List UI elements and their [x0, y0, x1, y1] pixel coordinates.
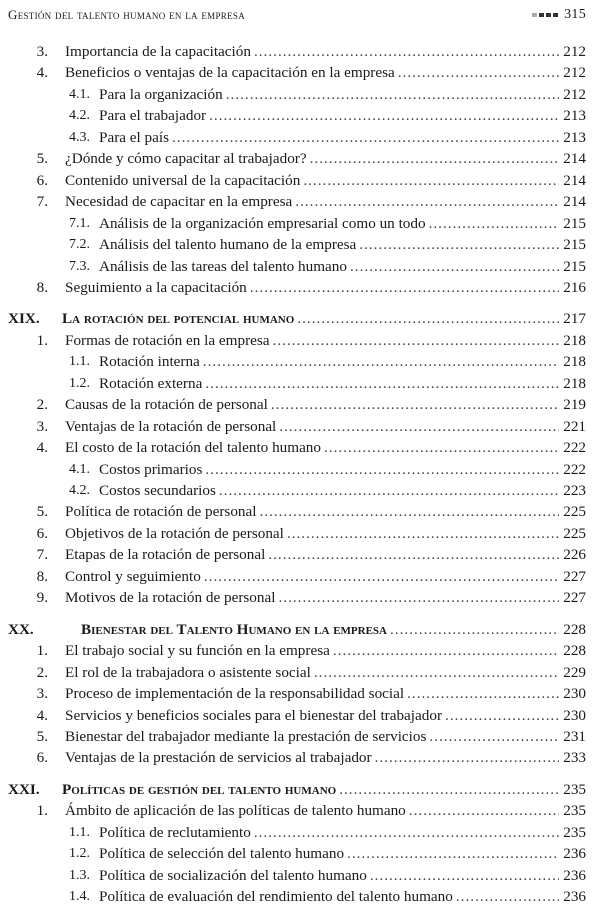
toc-entry[interactable]: [0, 459, 600, 480]
entry-title: Para el trabajador: [99, 107, 207, 125]
entry-page-number: 215: [563, 214, 586, 232]
entry-page-number: 215: [563, 236, 586, 254]
dot-leader: [429, 726, 559, 747]
entry-label-row: [65, 566, 586, 587]
entry-number: 4.1.: [69, 86, 90, 102]
entry-page-number: 214: [563, 150, 586, 168]
entry-title: Causas de la rotación de personal: [65, 396, 268, 414]
entry-label-row: [65, 640, 586, 661]
toc-entry[interactable]: [0, 501, 600, 522]
entry-page-number: 212: [563, 64, 586, 82]
entry-title: La rotación del potencial humano: [62, 310, 295, 328]
entry-title: Para la organización: [99, 85, 223, 103]
entry-number: XIX.: [8, 310, 40, 328]
entry-label-row: [99, 822, 586, 843]
entry-title: Para el país: [99, 128, 170, 146]
entry-page-number: 235: [563, 780, 586, 798]
entry-page-number: 219: [563, 396, 586, 414]
entry-page-number: 221: [563, 417, 586, 435]
entry-page-number: 225: [563, 524, 586, 542]
entry-number: 5.: [36, 727, 48, 745]
entry-number: 3.: [36, 417, 48, 435]
entry-title: Bienestar del trabajador mediante la prestación de servicios: [65, 727, 427, 745]
decorative-marks-icon: [532, 13, 558, 17]
entry-number: 1.: [36, 802, 48, 820]
dot-leader: [273, 330, 559, 351]
dot-leader: [324, 437, 559, 458]
entry-page-number: 215: [563, 257, 586, 275]
toc-entry[interactable]: [0, 523, 600, 544]
dot-leader: [279, 416, 559, 437]
entry-number: 4.: [36, 706, 48, 724]
entry-label-row: [99, 256, 586, 277]
entry-title: El rol de la trabajadora o asistente social: [65, 663, 311, 681]
entry-page-number: 231: [563, 727, 586, 745]
entry-page-number: 236: [563, 866, 586, 884]
entry-title: Política de rotación de personal: [65, 503, 257, 521]
entry-title: Política de evaluación del rendimiento del talento humano: [99, 888, 453, 906]
toc-entry[interactable]: [0, 84, 600, 105]
entry-label-row: [65, 662, 586, 683]
toc-entry[interactable]: [0, 886, 600, 907]
dot-leader: [204, 566, 559, 587]
dot-leader: [254, 41, 559, 62]
toc-entry[interactable]: [0, 587, 600, 608]
entry-number: 7.: [36, 193, 48, 211]
toc-entry[interactable]: [0, 148, 600, 169]
toc-chapter-entry[interactable]: [0, 308, 600, 329]
toc-entry[interactable]: [0, 865, 600, 886]
toc-entry[interactable]: [0, 480, 600, 501]
entry-label-row: [65, 330, 586, 351]
toc-entry[interactable]: [0, 170, 600, 191]
entry-page-number: 227: [563, 589, 586, 607]
toc-entry[interactable]: [0, 640, 600, 661]
entry-page-number: 235: [563, 823, 586, 841]
entry-label-row: [99, 105, 586, 126]
entry-title: Ventajas de la rotación de personal: [65, 417, 277, 435]
entry-title: Beneficios o ventajas de la capacitación en la empresa: [65, 64, 395, 82]
dot-leader: [271, 394, 559, 415]
dot-leader: [445, 705, 559, 726]
dot-leader: [226, 84, 559, 105]
entry-page-number: 213: [563, 107, 586, 125]
entry-title: ¿Dónde y cómo capacitar al trabajador?: [65, 150, 307, 168]
entry-title: Objetivos de la rotación de personal: [65, 524, 284, 542]
dot-leader: [205, 459, 559, 480]
dot-leader: [203, 351, 559, 372]
dot-leader: [209, 105, 559, 126]
entry-title: Costos secundarios: [99, 482, 216, 499]
entry-label-row: [65, 416, 586, 437]
toc-entry[interactable]: [0, 416, 600, 437]
entry-title: Política de socialización del talento humano: [99, 866, 367, 884]
entry-page-number: 216: [563, 278, 586, 296]
toc-entry[interactable]: [0, 330, 600, 351]
entry-page-number: 228: [563, 642, 586, 660]
entry-title: Análisis del talento humano de la empresa: [99, 236, 357, 254]
toc-entry[interactable]: [0, 566, 600, 587]
entry-label-row: [99, 213, 586, 234]
entry-label-row: [65, 148, 586, 169]
entry-title: Seguimiento a la capacitación: [65, 278, 247, 296]
entry-title: Ventajas de la prestación de servicios al trabajador: [65, 749, 372, 767]
toc-entry[interactable]: [0, 256, 600, 277]
entry-label-row: [65, 394, 586, 415]
entry-title: Contenido universal de la capacitación: [65, 171, 301, 189]
entry-label-row: [65, 277, 586, 298]
entry-number: 8.: [36, 278, 48, 296]
dot-leader: [339, 779, 559, 800]
entry-page-number: 233: [563, 749, 586, 767]
entry-label-row: [99, 234, 586, 255]
entry-label-row: [65, 62, 586, 83]
toc-entry[interactable]: [0, 105, 600, 126]
entry-label-row: [99, 480, 586, 501]
entry-number: 5.: [36, 150, 48, 168]
entry-page-number: 236: [563, 888, 586, 906]
dot-leader: [172, 127, 559, 148]
entry-number: XX.: [8, 620, 34, 638]
entry-label-row: [99, 886, 586, 907]
entry-title: Proceso de implementación de la responsabilidad social: [65, 685, 405, 703]
entry-number: 4.3.: [69, 129, 90, 145]
entry-number: 1.4.: [69, 889, 90, 905]
toc-entry[interactable]: [0, 351, 600, 372]
entry-number: XXI.: [8, 780, 40, 798]
entry-number: 4.2.: [69, 108, 90, 124]
dot-leader: [297, 308, 559, 329]
entry-title: El costo de la rotación del talento humano: [65, 439, 321, 457]
dot-leader: [407, 683, 559, 704]
entry-number: 3.: [36, 43, 48, 60]
toc-entry[interactable]: [0, 62, 600, 83]
entry-page-number: 222: [563, 439, 586, 457]
dot-leader: [250, 277, 559, 298]
dot-leader: [370, 865, 559, 886]
entry-page-number: 223: [563, 482, 586, 499]
dot-leader: [398, 62, 559, 83]
toc-entry[interactable]: [0, 373, 600, 394]
entry-number: 1.: [36, 642, 48, 660]
entry-number: 4.: [36, 64, 48, 82]
entry-title: Importancia de la capacitación: [65, 43, 251, 60]
dot-leader: [219, 480, 559, 501]
entry-page-number: 213: [563, 128, 586, 146]
dot-leader: [429, 213, 559, 234]
entry-label-row: [65, 800, 586, 821]
toc-entry[interactable]: [0, 41, 600, 62]
toc-entry[interactable]: [0, 277, 600, 298]
entry-label-row: [65, 544, 586, 565]
dot-leader: [254, 822, 559, 843]
entry-page-number: 222: [563, 460, 586, 478]
running-header: [8, 4, 586, 26]
entry-label-row: [62, 779, 586, 800]
toc-entry[interactable]: [0, 662, 600, 683]
entry-title: Análisis de las tareas del talento humano: [99, 257, 347, 275]
entry-number: 7.: [36, 546, 48, 564]
dot-leader: [359, 234, 559, 255]
dot-leader: [259, 501, 559, 522]
entry-page-number: 226: [563, 546, 586, 564]
page-number: 315: [564, 7, 586, 22]
entry-label-row: [62, 308, 586, 329]
dot-leader: [390, 619, 559, 640]
toc-entry[interactable]: [0, 234, 600, 255]
entry-title: Rotación externa: [99, 374, 203, 392]
entry-label-row: [99, 84, 586, 105]
entry-number: 7.1.: [69, 215, 90, 231]
entry-label-row: [65, 501, 586, 522]
entry-page-number: 228: [563, 620, 586, 638]
header-right: [532, 7, 586, 23]
entry-number: 6.: [36, 524, 48, 542]
dot-leader: [295, 191, 559, 212]
entry-number: 4.: [36, 439, 48, 457]
entry-label-row: [65, 683, 586, 704]
toc-entry[interactable]: [0, 705, 600, 726]
dot-leader: [409, 800, 559, 821]
entry-number: 4.1.: [69, 461, 90, 477]
entry-page-number: 218: [563, 374, 586, 392]
toc-entry[interactable]: [0, 747, 600, 768]
entry-label-row: [65, 726, 586, 747]
dot-leader: [310, 148, 559, 169]
entry-label-row: [65, 41, 586, 62]
dot-leader: [350, 256, 559, 277]
entry-number: 4.2.: [69, 483, 90, 498]
entry-title: Ámbito de aplicación de las políticas de talento humano: [65, 802, 406, 820]
toc-entry[interactable]: [0, 800, 600, 821]
entry-title: Servicios y beneficios sociales para el bienestar del trabajador: [65, 706, 443, 724]
entry-number: 1.: [36, 331, 48, 349]
dot-leader: [205, 373, 559, 394]
entry-page-number: 212: [563, 43, 586, 60]
entry-number: 7.3.: [69, 258, 90, 274]
entry-number: 6.: [36, 749, 48, 767]
dot-leader: [347, 843, 559, 864]
entry-page-number: 214: [563, 193, 586, 211]
dot-leader: [278, 587, 559, 608]
entry-label-row: [99, 351, 586, 372]
header-title: Gestión del talento humano en la empresa: [8, 7, 245, 22]
entry-page-number: 218: [563, 353, 586, 371]
entry-label-row: [99, 843, 586, 864]
toc-entry[interactable]: [0, 437, 600, 458]
entry-label-row: [81, 619, 586, 640]
entry-title: Formas de rotación en la empresa: [65, 331, 270, 349]
entry-label-row: [65, 170, 586, 191]
dot-leader: [287, 523, 559, 544]
toc-entry[interactable]: [0, 191, 600, 212]
entry-label-row: [65, 747, 586, 768]
entry-title: Etapas de la rotación de personal: [65, 546, 266, 564]
entry-title: Política de selección del talento humano: [99, 845, 345, 863]
dot-leader: [333, 640, 559, 661]
entry-page-number: 229: [563, 663, 586, 681]
entry-number: 6.: [36, 171, 48, 189]
dot-leader: [314, 662, 559, 683]
entry-title: Rotación interna: [99, 353, 200, 371]
entry-number: 9.: [36, 589, 48, 607]
entry-page-number: 230: [563, 706, 586, 724]
toc-entry[interactable]: [0, 683, 600, 704]
entry-page-number: 212: [563, 85, 586, 103]
toc-chapter-entry[interactable]: [0, 779, 600, 800]
entry-title: Control y seguimiento: [65, 567, 201, 585]
toc-chapter-entry[interactable]: [0, 619, 600, 640]
entry-number: 7.2.: [69, 237, 90, 253]
toc-entry[interactable]: [0, 843, 600, 864]
entry-title: Motivos de la rotación de personal: [65, 589, 276, 607]
entry-page-number: 235: [563, 802, 586, 820]
dot-leader: [456, 886, 559, 907]
entry-number: 1.2.: [69, 846, 90, 862]
entry-page-number: 236: [563, 845, 586, 863]
entry-title: Política de reclutamiento: [99, 823, 251, 841]
entry-page-number: 217: [563, 310, 586, 328]
entry-label-row: [65, 587, 586, 608]
dot-leader: [375, 747, 559, 768]
entry-title: Políticas de gestión del talento humano: [62, 780, 337, 798]
entry-title: Necesidad de capacitar en la empresa: [65, 193, 293, 211]
entry-label-row: [65, 437, 586, 458]
entry-label-row: [65, 523, 586, 544]
entry-title: Costos primarios: [99, 460, 203, 478]
entry-label-row: [99, 127, 586, 148]
entry-page-number: 225: [563, 503, 586, 521]
toc-entry[interactable]: [0, 127, 600, 148]
entry-number: 2.: [36, 396, 48, 414]
toc-entry[interactable]: [0, 213, 600, 234]
toc-entry[interactable]: [0, 726, 600, 747]
entry-number: 8.: [36, 567, 48, 585]
entry-page-number: 218: [563, 331, 586, 349]
entry-label-row: [99, 373, 586, 394]
toc-entry[interactable]: [0, 544, 600, 565]
entry-number: 1.2.: [69, 375, 90, 391]
entry-label-row: [99, 865, 586, 886]
dot-leader: [268, 544, 559, 565]
entry-number: 1.1.: [69, 354, 90, 370]
toc-entry[interactable]: [0, 394, 600, 415]
entry-number: 1.1.: [69, 824, 90, 840]
toc-entry[interactable]: [0, 822, 600, 843]
entry-page-number: 214: [563, 171, 586, 189]
entry-page-number: 230: [563, 685, 586, 703]
entry-title: Bienestar del Talento Humano en la empresa: [81, 620, 387, 638]
entry-number: 1.3.: [69, 867, 90, 883]
entry-title: Análisis de la organización empresarial como un todo: [99, 214, 426, 232]
entry-number: 5.: [36, 503, 48, 521]
entry-number: 2.: [36, 663, 48, 681]
entry-title: El trabajo social y su función en la empresa: [65, 642, 330, 660]
entry-label-row: [99, 459, 586, 480]
entry-page-number: 227: [563, 567, 586, 585]
dot-leader: [303, 170, 559, 191]
entry-number: 3.: [36, 685, 48, 703]
entry-label-row: [65, 191, 586, 212]
entry-label-row: [65, 705, 586, 726]
